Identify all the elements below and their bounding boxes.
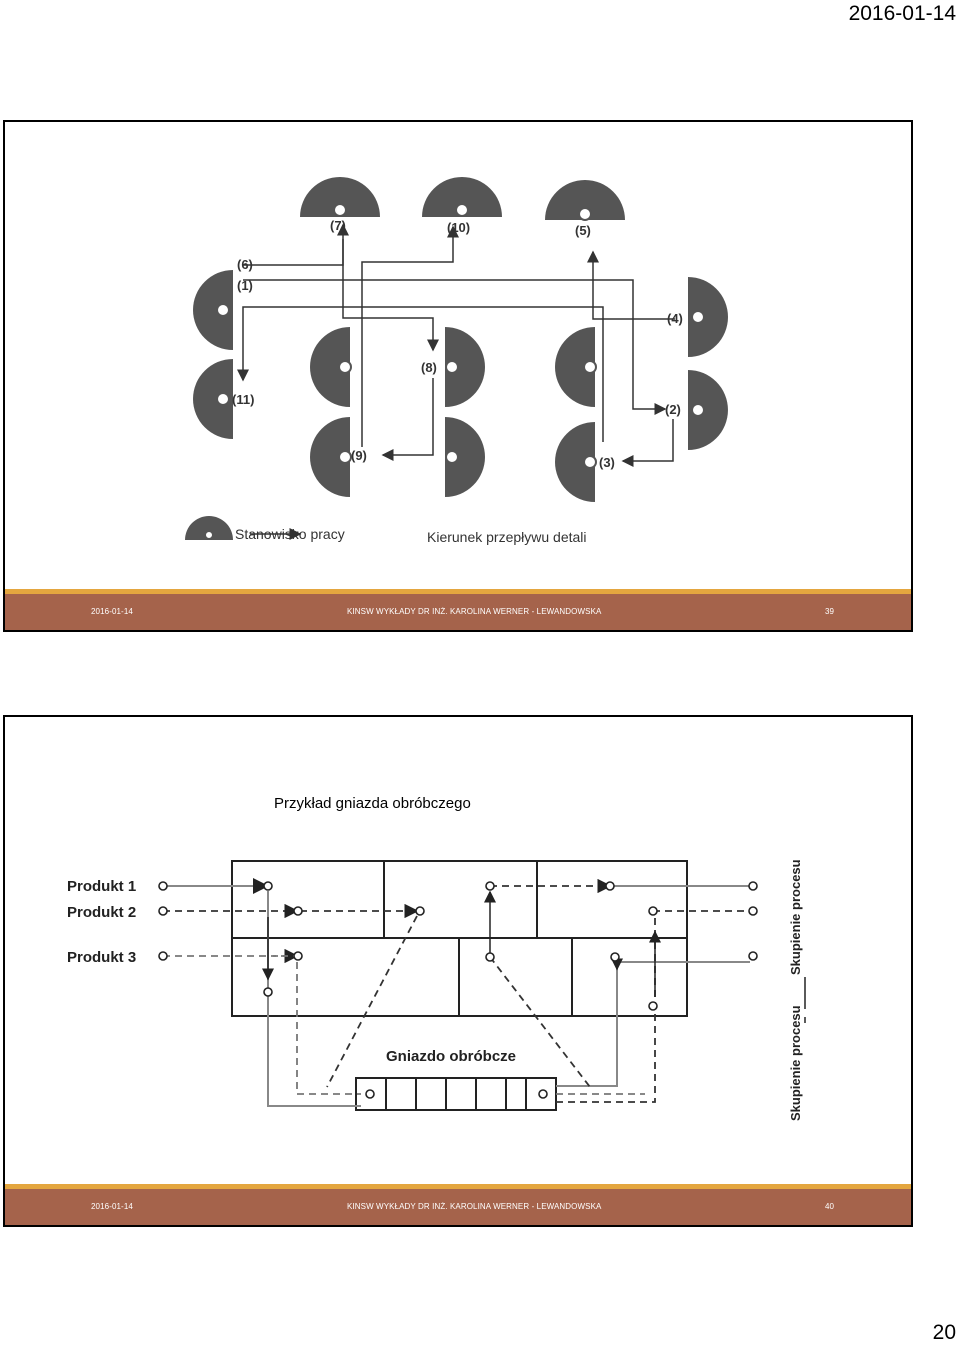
slide-footer: [5, 1184, 911, 1225]
footer-slide-number: 39: [825, 607, 835, 616]
product-1-flow: [163, 886, 750, 1106]
station-label: (7): [330, 218, 346, 233]
page-number: 20: [932, 1321, 956, 1344]
station-label: (1): [237, 278, 253, 293]
slide-title: Przykład gniazda obróbczego: [274, 795, 471, 812]
product-label: Produkt 3: [67, 949, 137, 966]
cell-label: Gniazdo obróbcze: [386, 1048, 517, 1065]
slide-footer: [5, 589, 911, 630]
station-label: (4): [667, 311, 683, 326]
footer-date: 2016-01-14: [91, 1202, 133, 1211]
footer-author: KINSW WYKŁADY DR INŻ. KAROLINA WERNER - LEWANDOWSKA: [347, 1202, 602, 1211]
legend-station-label: Stanowisko pracy: [235, 526, 345, 542]
footer-slide-number: 40: [825, 1202, 835, 1211]
side-label-bottom: Skupienie procesu: [788, 1005, 803, 1121]
station-label: (3): [599, 455, 615, 470]
station-label: (8): [421, 360, 437, 375]
slide-40: [3, 715, 913, 1227]
product-2-flow: [163, 886, 750, 1102]
department-blocks: [232, 861, 687, 1110]
station-label: (10): [447, 220, 471, 235]
station-label: (11): [232, 392, 255, 407]
process-layout-diagram: [5, 122, 913, 632]
slide-39: [3, 120, 913, 632]
station-label: (2): [665, 402, 681, 417]
footer-date: 2016-01-14: [91, 607, 133, 616]
legend-flow-label: Kierunek przepływu detali: [427, 529, 587, 545]
station-label: (9): [351, 448, 367, 463]
product-label: Produkt 1: [67, 878, 137, 895]
page-date: 2016-01-14: [848, 2, 956, 25]
product-label: Produkt 2: [67, 904, 137, 921]
footer-author: KINSW WYKŁADY DR INŻ. KAROLINA WERNER - LEWANDOWSKA: [347, 607, 602, 616]
station-label: (6): [237, 257, 253, 272]
side-label-top: Skupienie procesu: [788, 859, 803, 975]
machining-cell-diagram: [5, 717, 913, 1227]
station-label: (5): [575, 223, 591, 238]
